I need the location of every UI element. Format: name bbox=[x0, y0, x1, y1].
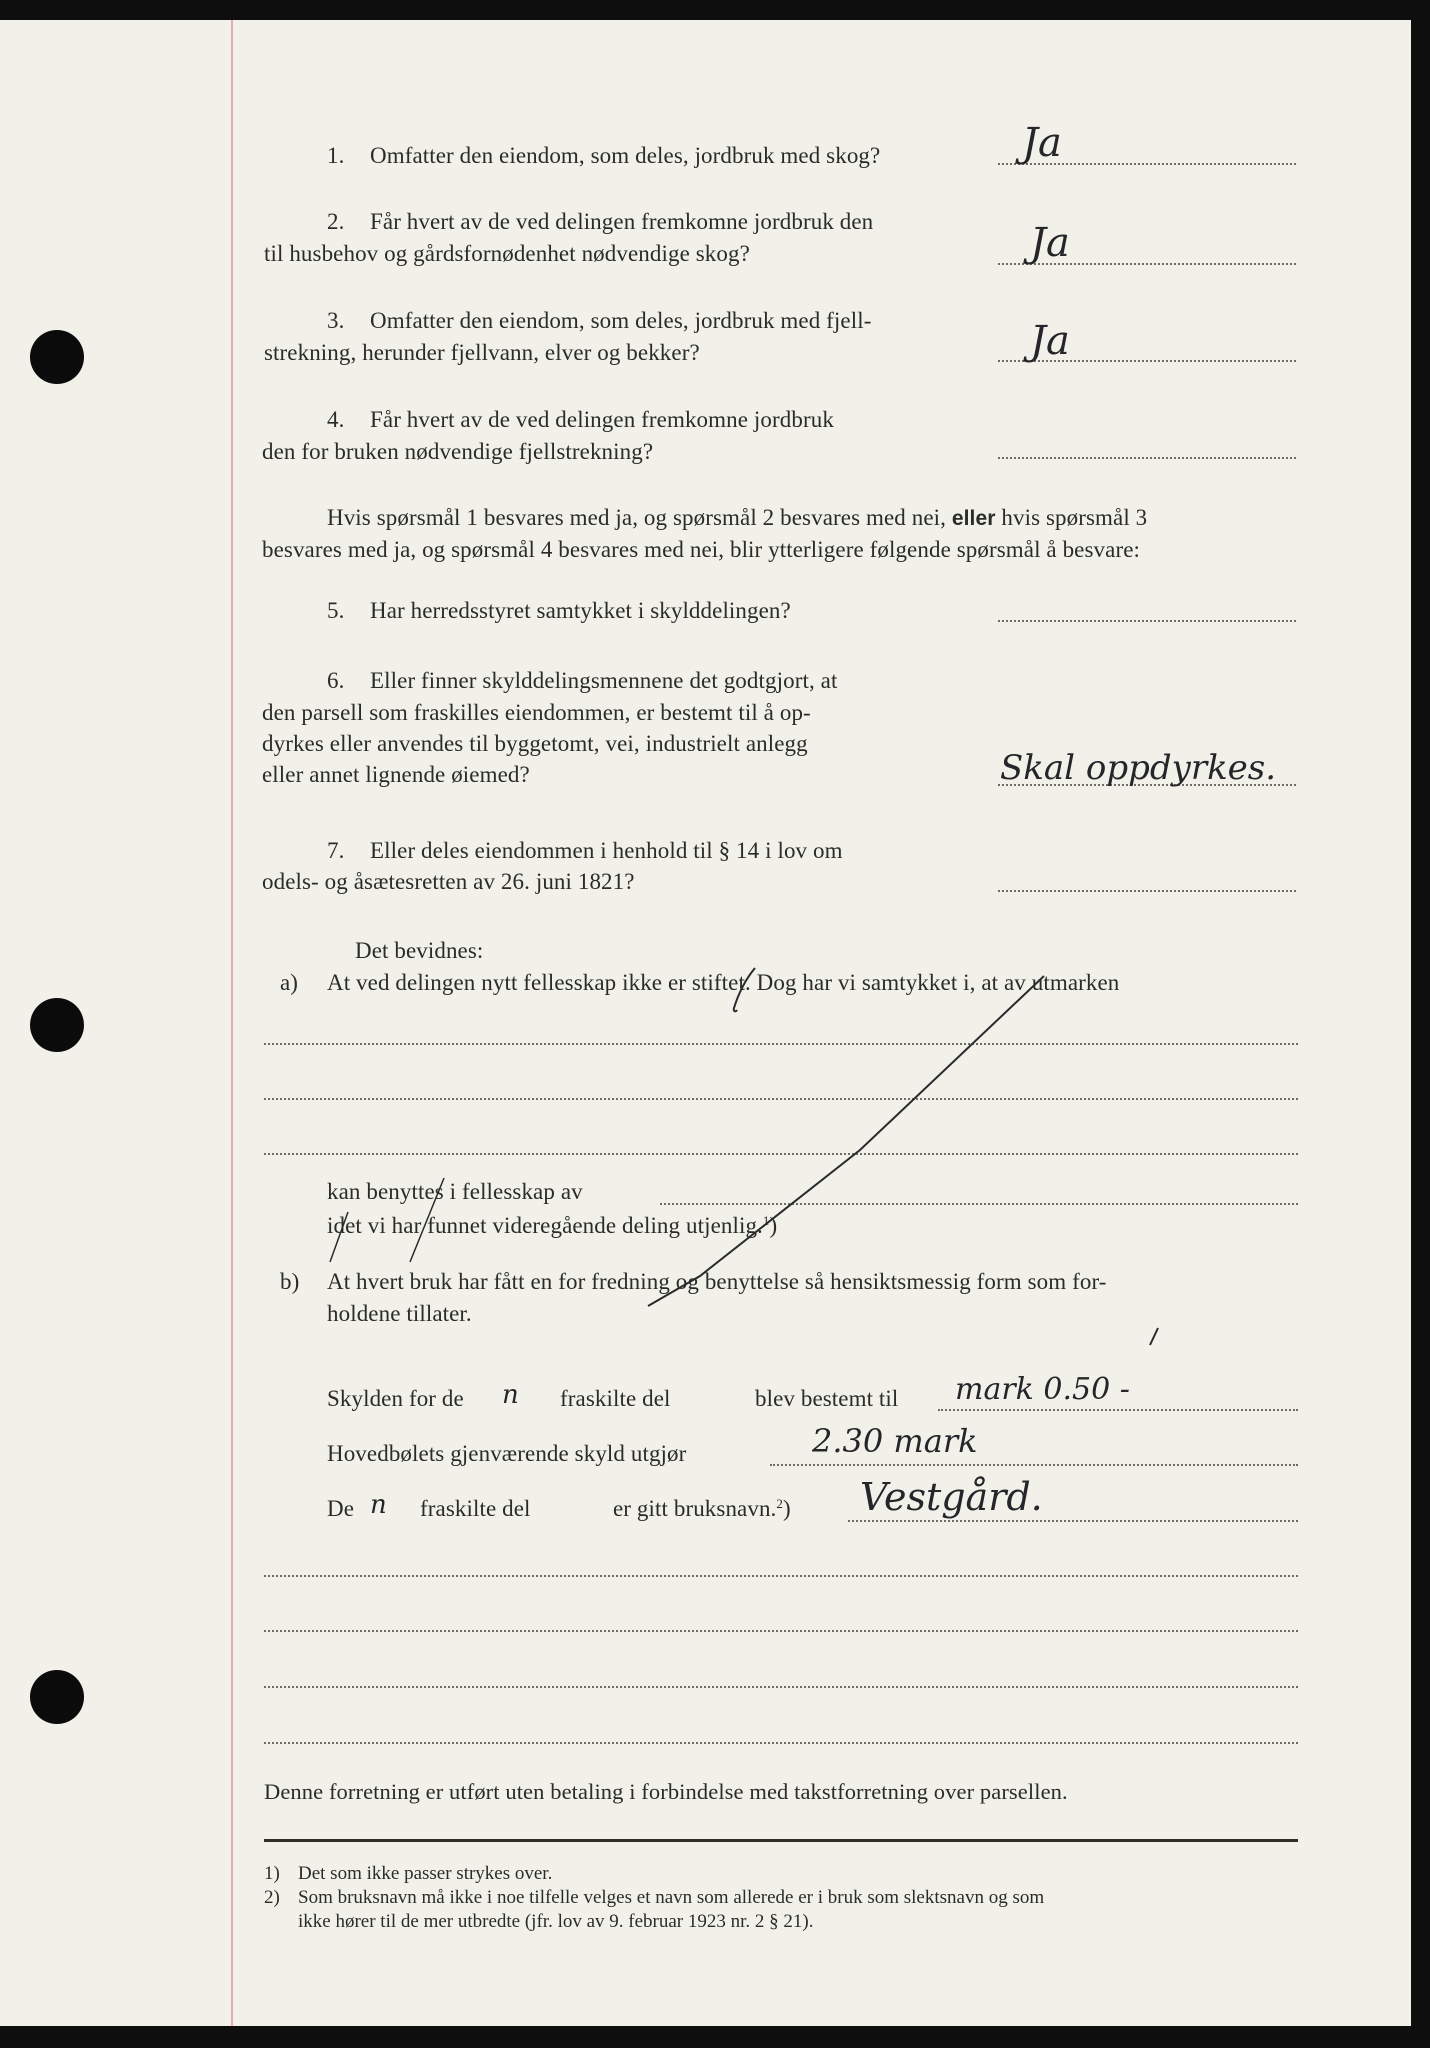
item-a-label: a) bbox=[280, 970, 299, 995]
skyld-label-post: blev bestemt til bbox=[755, 1386, 899, 1411]
question-number: 2. bbox=[327, 209, 345, 234]
question-text: Omfatter den eiendom, som deles, jordbruk med fjell- bbox=[370, 308, 872, 333]
footnote-2-line-1: Som bruksnavn må ikke i noe tilfelle velges et navn som allerede er i bruk som slektsnavn og som bbox=[298, 1887, 1045, 1908]
handwritten-answer: Ja bbox=[1030, 220, 1070, 266]
question-text: Har herredsstyret samtykket i skylddelingen? bbox=[370, 598, 791, 623]
closing-statement: Denne forretning er utført uten betaling i forbindelse med takstforretning over parsellen. bbox=[264, 1779, 1068, 1804]
skyld-answer-line[interactable] bbox=[938, 1409, 1298, 1411]
blank-line[interactable] bbox=[264, 1575, 1298, 1577]
question-number: 7. bbox=[327, 838, 345, 863]
handwritten-n: n bbox=[370, 1490, 387, 1520]
skyld-label-pre: Skylden for de bbox=[327, 1386, 464, 1411]
hovedbol-answer-line[interactable] bbox=[770, 1464, 1298, 1466]
footnote-mark-1: 1) bbox=[264, 1863, 280, 1884]
item-a-line-2: kan benyttes i fellesskap av bbox=[327, 1179, 583, 1204]
condition-line-2: besvares med ja, og spørsmål 4 besvares med nei, blir ytterligere følgende spørsmål å besvare: bbox=[262, 537, 1141, 562]
question-text: til husbehov og gårdsfornødenhet nødvendige skog? bbox=[264, 241, 750, 266]
question-number: 3. bbox=[327, 308, 345, 333]
footnote-2-line-2: ikke hører til de mer utbredte (jfr. lov av 9. februar 1923 nr. 2 § 21). bbox=[298, 1911, 814, 1932]
question-text: den for bruken nødvendige fjellstrekning? bbox=[262, 439, 654, 464]
punch-hole-middle bbox=[30, 998, 84, 1052]
blank-line[interactable] bbox=[264, 1098, 1298, 1100]
handwritten-answer: Ja bbox=[1022, 120, 1062, 166]
answer-line[interactable] bbox=[998, 457, 1296, 459]
question-text: Eller deles eiendommen i henhold til § 14 i lov om bbox=[370, 838, 843, 863]
item-b-label: b) bbox=[280, 1269, 300, 1294]
skyld-label-mid: fraskilte del bbox=[560, 1386, 671, 1411]
question-text: strekning, herunder fjellvann, elver og bekker? bbox=[264, 340, 700, 365]
question-text: Får hvert av de ved delingen fremkomne jordbruk bbox=[370, 407, 834, 432]
question-text: dyrkes eller anvendes til byggetomt, vei, industrielt anlegg bbox=[262, 731, 808, 756]
punch-hole-top bbox=[30, 330, 84, 384]
item-a-text: At ved delingen nytt fellesskap ikke er stiftet. Dog har vi samtykket i, at av utmarken bbox=[327, 970, 1120, 995]
certification-heading: Det bevidnes: bbox=[355, 938, 484, 963]
condition-line-1: Hvis spørsmål 1 besvares med ja, og spørsmål 2 besvares med nei, eller hvis spørsmål 3 bbox=[327, 505, 1148, 530]
footnote-mark-2: 2) bbox=[264, 1887, 280, 1908]
item-b-line-1: At hvert bruk har fått en for fredning og benyttelse så hensiktsmessig form som for- bbox=[327, 1269, 1107, 1294]
bruksnavn-label-mid: fraskilte del bbox=[420, 1496, 531, 1521]
question-number: 1. bbox=[327, 143, 345, 168]
blank-line[interactable] bbox=[264, 1043, 1298, 1045]
blank-line[interactable] bbox=[264, 1153, 1298, 1155]
item-b-line-2: holdene tillater. bbox=[327, 1301, 472, 1326]
answer-line[interactable] bbox=[998, 890, 1296, 892]
question-number: 6. bbox=[327, 668, 345, 693]
handwritten-answer: Ja bbox=[1030, 318, 1070, 364]
fellesskap-blank-line[interactable] bbox=[660, 1203, 1298, 1205]
blank-line[interactable] bbox=[264, 1742, 1298, 1744]
blank-line[interactable] bbox=[264, 1630, 1298, 1632]
answer-line[interactable] bbox=[998, 620, 1296, 622]
footnote-1-text: Det som ikke passer strykes over. bbox=[298, 1863, 553, 1884]
question-text: eller annet lignende øiemed? bbox=[262, 762, 530, 787]
blank-line[interactable] bbox=[264, 1686, 1298, 1688]
hovedbol-label: Hovedbølets gjenværende skyld utgjør bbox=[327, 1441, 687, 1466]
bruksnavn-label-pre: De bbox=[327, 1496, 355, 1521]
bruksnavn-answer-line[interactable] bbox=[848, 1520, 1298, 1522]
question-text: Får hvert av de ved delingen fremkomne jordbruk den bbox=[370, 209, 874, 234]
footnote-divider bbox=[264, 1839, 1298, 1842]
question-text: Eller finner skylddelingsmennene det godtgjort, at bbox=[370, 668, 838, 693]
bruksnavn-label-post: er gitt bruksnavn.$^2$) bbox=[613, 1496, 791, 1521]
handwritten-answer: Skal oppdyrkes. bbox=[1000, 748, 1277, 788]
red-margin-line bbox=[231, 20, 233, 2026]
question-text: Omfatter den eiendom, som deles, jordbruk med skog? bbox=[370, 143, 881, 168]
question-number: 4. bbox=[327, 407, 345, 432]
bruksnavn-value: Vestgård. bbox=[860, 1475, 1043, 1519]
hovedbol-value: 2.30 mark bbox=[812, 1422, 978, 1460]
question-text: den parsell som fraskilles eiendommen, er bestemt til å op- bbox=[262, 700, 811, 725]
skyld-value: mark 0.50 - bbox=[955, 1372, 1130, 1407]
handwritten-n: n bbox=[502, 1380, 519, 1410]
punch-hole-bottom bbox=[30, 1670, 84, 1724]
question-number: 5. bbox=[327, 598, 345, 623]
item-a-line-3: idet vi har funnet videregående deling utjenlig.$^1$) bbox=[327, 1213, 778, 1238]
question-text: odels- og åsætesretten av 26. juni 1821? bbox=[262, 869, 635, 894]
